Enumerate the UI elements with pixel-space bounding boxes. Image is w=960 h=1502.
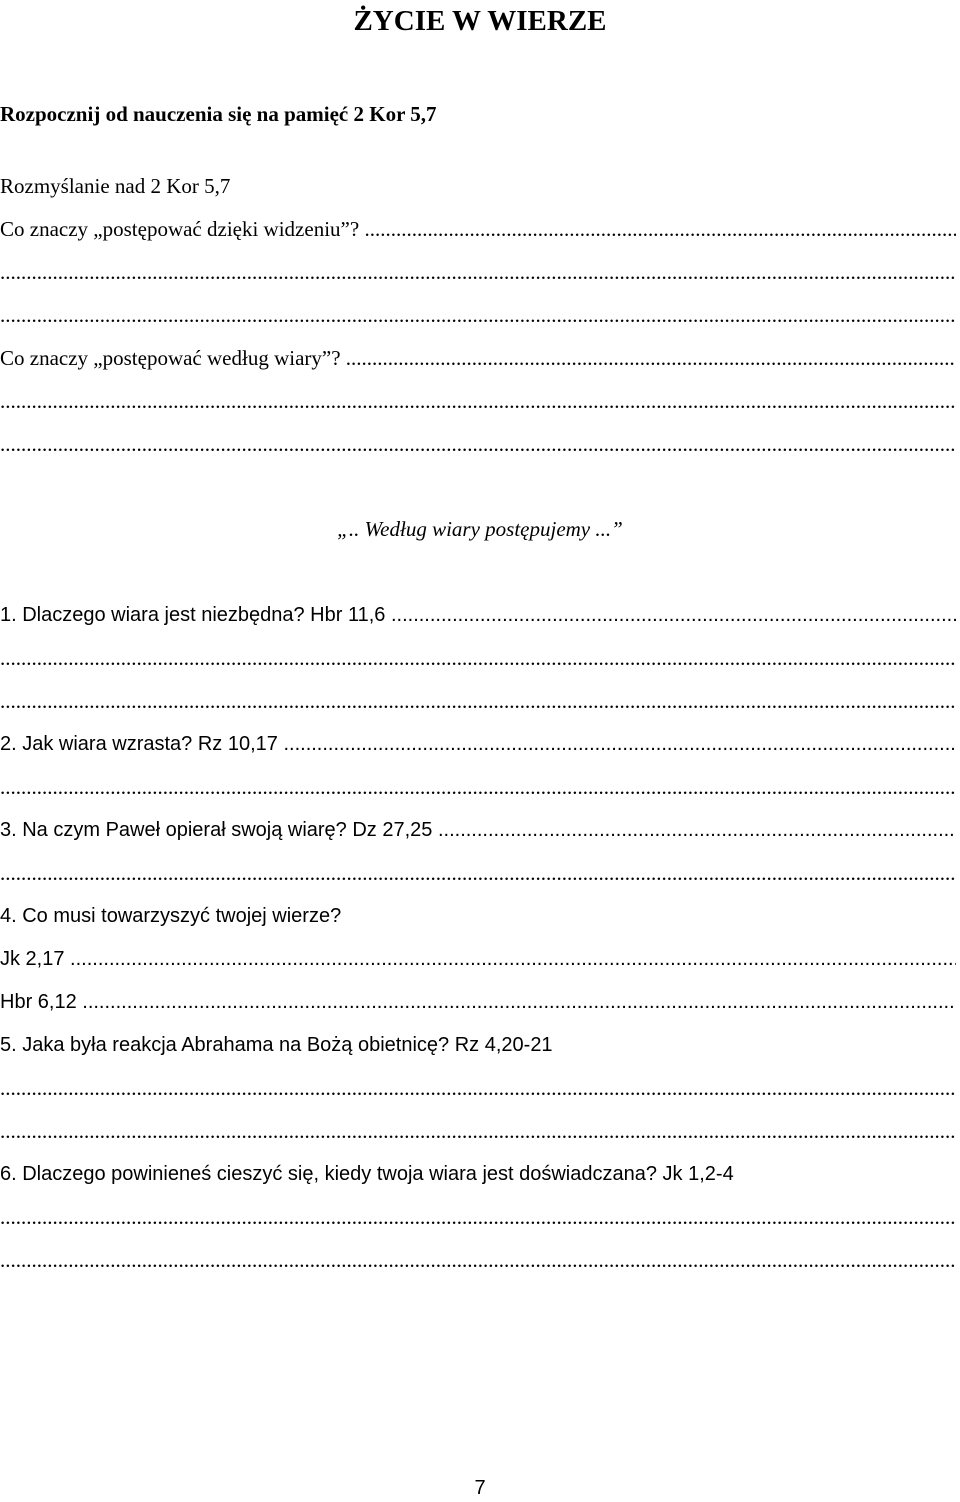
meditation-question-1-text: Co znaczy „postępować dzięki widzeniu”?	[0, 217, 365, 241]
page-title: ŻYCIE W WIERZE	[353, 5, 607, 37]
intro-instruction: Rozpocznij od nauczenia się na pamięć 2 Kor 5,7	[0, 102, 437, 126]
answer-line	[0, 300, 956, 330]
question-4-reference-a-text: Jk 2,17	[0, 948, 71, 970]
answer-line	[0, 386, 956, 416]
question-5: 5. Jaka była reakcja Abrahama na Bożą obietnicę? Rz 4,20-21	[0, 1034, 553, 1056]
answer-line	[0, 772, 956, 802]
question-2-text: 2. Jak wiara wzrasta? Rz 10,17	[0, 733, 284, 755]
meditation-question-2	[0, 343, 956, 373]
question-1	[0, 600, 956, 630]
question-2	[0, 729, 956, 759]
meditation-question-2-text: Co znaczy „postępować według wiary”?	[0, 346, 346, 370]
meditation-question-1	[0, 214, 956, 244]
answer-line	[0, 643, 956, 673]
question-4-reference-a	[0, 944, 956, 974]
question-4-reference-b	[0, 987, 956, 1017]
answer-line	[0, 686, 956, 716]
question-1-text: 1. Dlaczego wiara jest niezbędna? Hbr 11,6	[0, 604, 391, 626]
answer-line	[0, 1116, 956, 1146]
question-4-reference-b-text: Hbr 6,12	[0, 991, 83, 1013]
scripture-quote: „.. Według wiary postępujemy ...”	[337, 517, 623, 541]
page-number: 7	[474, 1477, 486, 1499]
question-3-text: 3. Na czym Paweł opierał swoją wiarę? Dz 27,25	[0, 819, 438, 841]
question-6: 6. Dlaczego powinieneś cieszyć się, kiedy twoja wiara jest doświadczana? Jk 1,2-4	[0, 1163, 734, 1185]
meditation-heading: Rozmyślanie nad 2 Kor 5,7	[0, 174, 231, 198]
answer-line	[0, 1073, 956, 1103]
answer-line	[0, 429, 956, 459]
question-3	[0, 815, 956, 845]
answer-line	[0, 257, 956, 287]
answer-line	[0, 1202, 956, 1232]
question-4: 4. Co musi towarzyszyć twojej wierze?	[0, 905, 342, 927]
answer-line	[0, 858, 956, 888]
answer-line	[0, 1245, 956, 1275]
